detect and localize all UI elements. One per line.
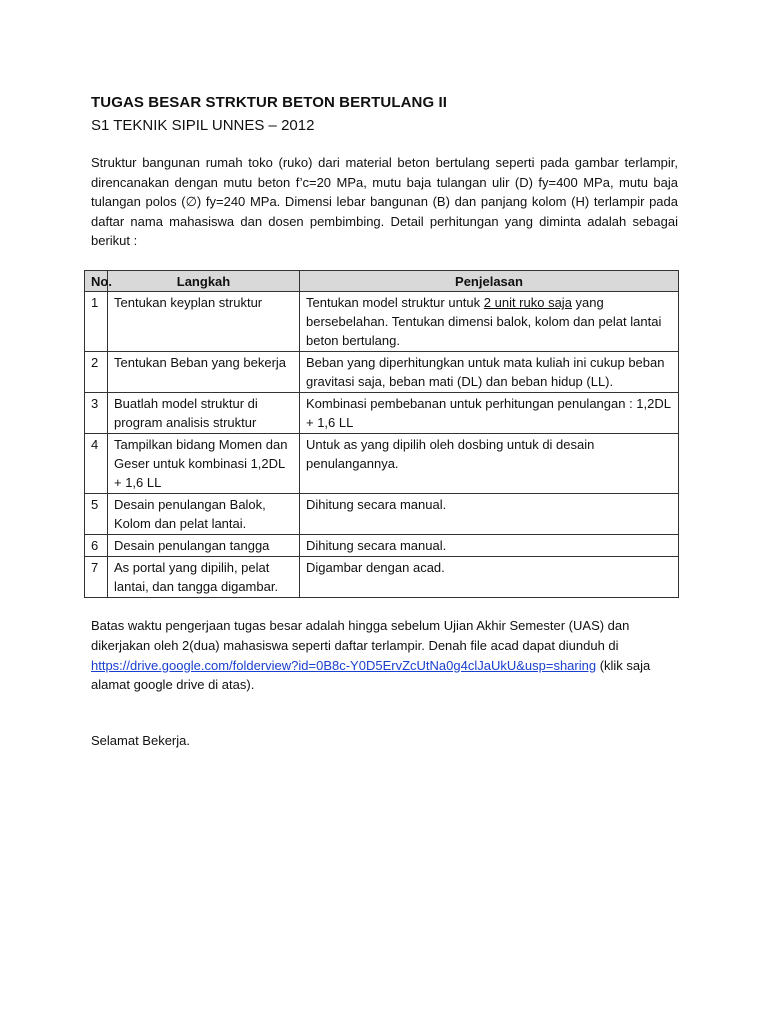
row-step: As portal yang dipilih, pelat lantai, dan tangga digambar.	[108, 557, 300, 598]
row-note: Kombinasi pembebanan untuk perhitungan penulangan : 1,2DL + 1,6 LL	[300, 393, 679, 434]
table-row	[85, 352, 679, 393]
row-number: 4	[85, 434, 108, 494]
row-number: 1	[85, 292, 108, 352]
row-number: 2	[85, 352, 108, 393]
table-row	[85, 557, 679, 598]
row-note-text: Tentukan model struktur untuk	[306, 295, 484, 310]
closing-text-after-link: (klik saja alamat google drive di atas).	[91, 657, 651, 693]
row-step: Desain penulangan Balok, Kolom dan pelat lantai.	[108, 494, 300, 535]
row-note	[300, 292, 679, 352]
row-step: Tentukan Beban yang bekerja	[108, 352, 300, 393]
steps-table	[84, 270, 679, 598]
table-row	[85, 535, 679, 557]
row-step: Buatlah model struktur di program analisis struktur	[108, 393, 300, 434]
row-number: 5	[85, 494, 108, 535]
document-title: TUGAS BESAR STRKTUR BETON BERTULANG II	[91, 94, 448, 111]
header-no: No.	[85, 271, 108, 292]
header-penjelasan: Penjelasan	[300, 271, 679, 292]
closing-paragraph	[91, 616, 681, 695]
table-row	[85, 292, 679, 352]
intro-paragraph: Struktur bangunan rumah toko (ruko) dari material beton bertulang seperti pada gambar terlampir, direncanakan dengan mutu beton f’c=20 MPa, mutu baja tulangan ulir (D) fy=400 MPa, mutu baja tulangan polos (∅) fy=240 MPa. Dimensi lebar bangunan (B) dan panjang kolom (H) terlampir pada daftar nama mahasiswa dan dosen pembimbing. Detail perhitungan yang diminta adalah sebagai berikut :	[91, 155, 678, 248]
row-number: 6	[85, 535, 108, 557]
row-note-text: yang bersebelahan. Tentukan dimensi balok, kolom dan pelat lantai beton bertulang.	[306, 295, 662, 348]
row-step: Desain penulangan tangga	[108, 535, 300, 557]
drive-link[interactable]: https://drive.google.com/folderview?id=0B8c-Y0D5ErvZcUtNa0g4clJaUkU&usp=sharing	[91, 657, 597, 673]
header-langkah: Langkah	[108, 271, 300, 292]
row-step: Tentukan keyplan struktur	[108, 292, 300, 352]
row-note: Untuk as yang dipilih oleh dosbing untuk di desain penulangannya.	[300, 434, 679, 494]
row-note: Digambar dengan acad.	[300, 557, 679, 598]
row-number: 7	[85, 557, 108, 598]
table-row	[85, 494, 679, 535]
signoff-text: Selamat Bekerja.	[91, 733, 190, 748]
row-number: 3	[85, 393, 108, 434]
closing-text: Batas waktu pengerjaan tugas besar adalah hingga sebelum Ujian Akhir Semester (UAS) dan dikerjakan oleh 2(dua) mahasiswa seperti daftar terlampir. Denah file acad dapat diunduh di	[91, 618, 630, 653]
row-note: Dihitung secara manual.	[300, 494, 679, 535]
document-subtitle: S1 TEKNIK SIPIL UNNES – 2012	[91, 117, 315, 134]
row-note: Beban yang diperhitungkan untuk mata kuliah ini cukup beban gravitasi saja, beban mati (DL) dan beban hidup (LL).	[300, 352, 679, 393]
table-header-row	[85, 271, 679, 292]
table-row	[85, 434, 679, 494]
row-step: Tampilkan bidang Momen dan Geser untuk kombinasi 1,2DL + 1,6 LL	[108, 434, 300, 494]
row-note: Dihitung secara manual.	[300, 535, 679, 557]
table-row	[85, 393, 679, 434]
row-note-underlined: 2 unit ruko saja	[483, 295, 572, 310]
